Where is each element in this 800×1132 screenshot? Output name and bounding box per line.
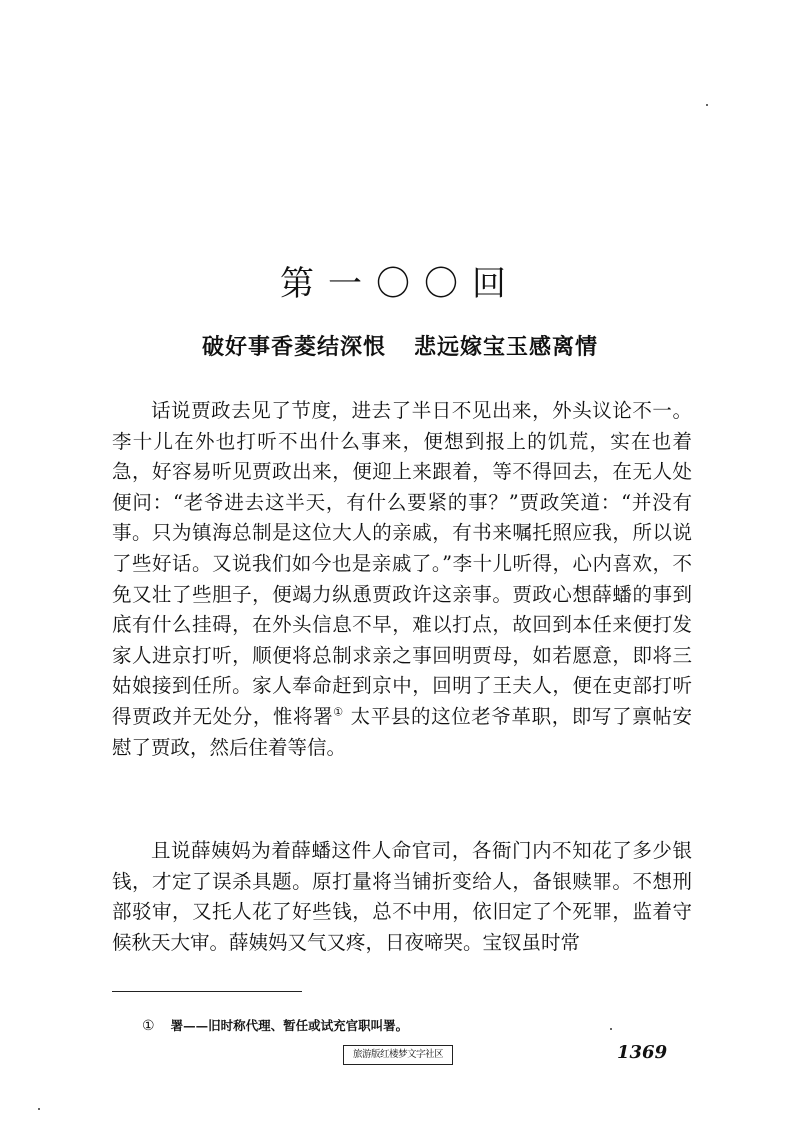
watermark-stamp: 旅游版红楼梦文字社区 — [343, 1045, 453, 1065]
footnote-divider — [112, 991, 302, 992]
chapter-title: 第一〇〇回 — [280, 264, 520, 304]
paragraph-1-text-b: 太平县的这位老爷革职，即写了禀帖安慰了贾政，然后住着等信。 — [112, 704, 692, 759]
subtitle-right: 悲远嫁宝玉感离情 — [414, 334, 599, 360]
paragraph-2: 且说薛姨妈为着薛蟠这件人命官司，各衙门内不知花了多少银钱，才定了误杀具题。原打量将当铺折变给人，备银赎罪。不想刑部驳审，又托人花了好些钱，总不中用，依旧定了个死罪，监着守候秋天大审。薛姨妈又气又疼，日夜啼哭。宝钗虽时常 — [112, 839, 692, 954]
subtitle-left: 破好事香菱结深恨 — [201, 334, 386, 360]
scan-speck — [38, 1108, 40, 1110]
footnote — [142, 1016, 408, 1034]
paragraph-1 — [112, 396, 692, 763]
footnote-text: 署——旧时称代理、暂任或试充官职叫署。 — [170, 1018, 409, 1033]
scan-speck — [706, 104, 708, 106]
page-number: 1369 — [617, 1042, 668, 1063]
paragraph-1-text-a: 话说贾政去见了节度，进去了半日不见出来，外头议论不一。李十儿在外也打听不出什么事来，便想到报上的饥荒，实在也着急，好容易听见贾政出来，便迎上来跟着，等不得回去，在无人处便问：“老爷进去这半天，有什么要紧的事？”贾政笑道：“并没有事。只为镇海总制是这位大人的亲戚，有书来嘱托照应我，所以说了些好话。又说我们如今也是亲戚了。”李十儿听得，心内喜欢，不免又壮了些胆子，便竭力纵恿贾政许这亲事。贾政心想薛蟠的事到底有什么挂碍，在外头信息不早，难以打点，故回到本任来便打发家人进京打听，顺便将总制求亲之事回明贾母，如若愿意，即将三姑娘接到任所。家人奉命赶到京中，回明了王夫人，便在吏部打听得贾政并无处分，惟将署 — [112, 399, 692, 728]
chapter-subtitle — [0, 330, 800, 361]
footnote-mark: ① — [142, 1018, 155, 1034]
scan-speck — [610, 1028, 612, 1030]
footnote-reference: ① — [333, 705, 344, 719]
